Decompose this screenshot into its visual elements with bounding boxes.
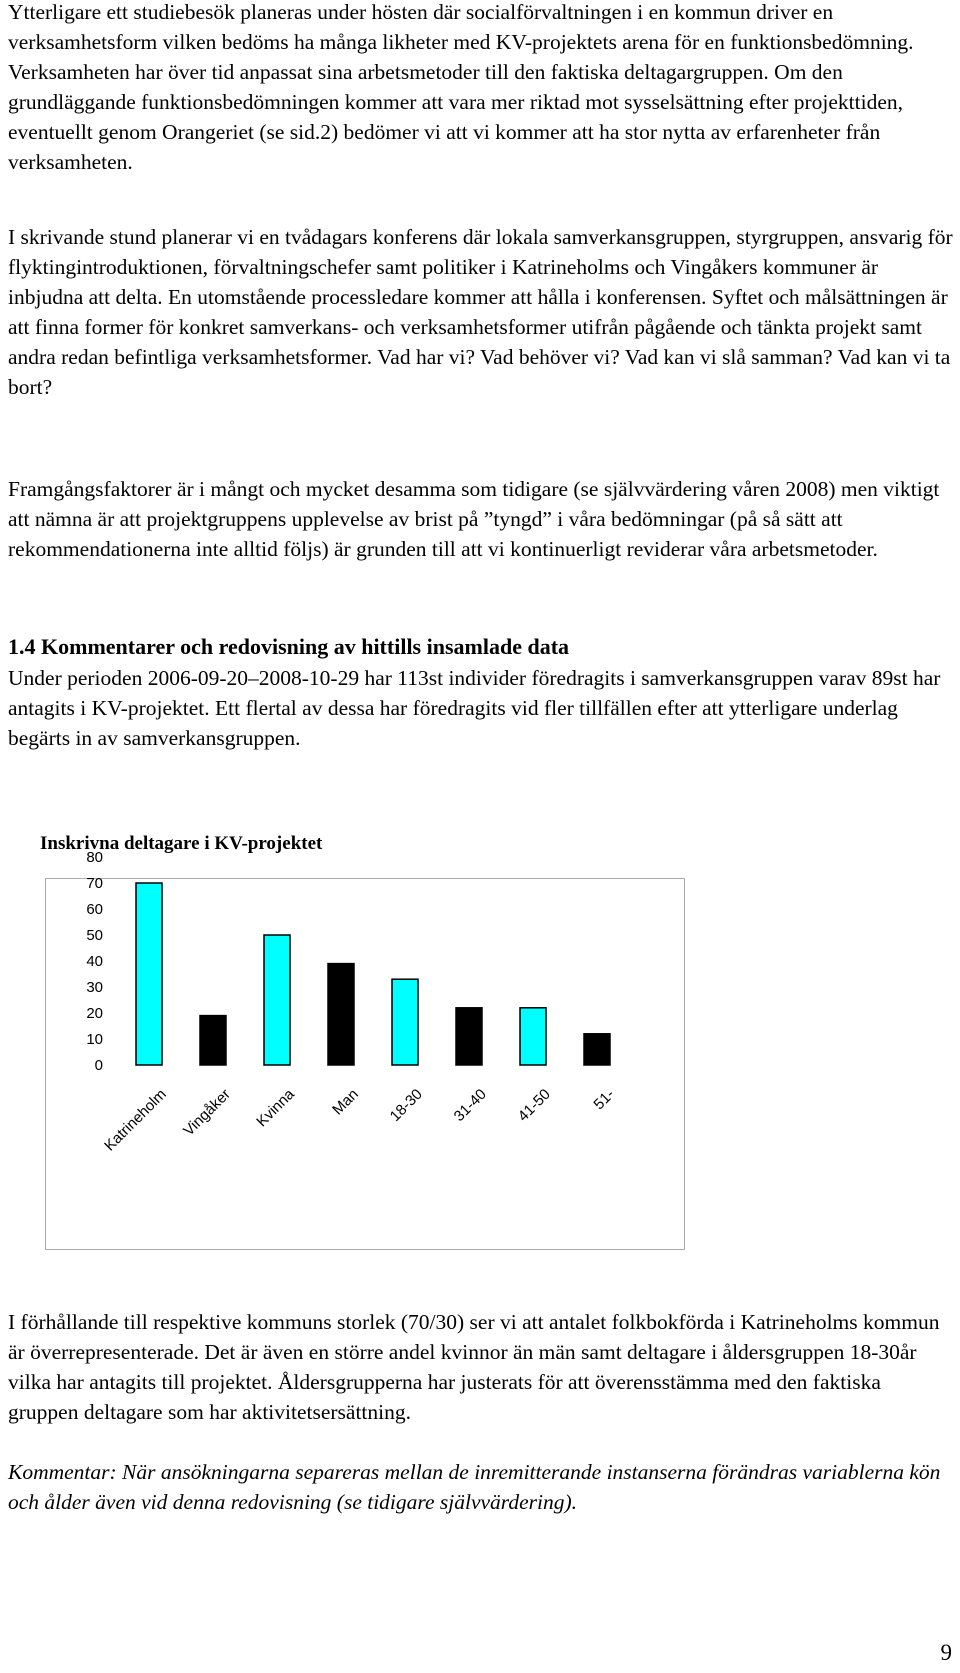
chart-title: Inskrivna deltagare i KV-projektet <box>40 833 323 854</box>
paragraph-period-summary: Under perioden 2006-09-20–2008-10-29 har 113st individer föredragits i samverkansgruppen varav 89st har antagits i KV-projektet. Ett flertal av dessa har föredragits vid fler tillfällen efter att ytterligare underlag begärts in av samverkansgruppen. <box>8 666 941 750</box>
bar-chart <box>45 849 685 1250</box>
page-number: 9 <box>940 1640 952 1665</box>
y-tick-label: 20 <box>86 1005 103 1022</box>
y-tick-label: 30 <box>86 979 103 996</box>
x-category-label: 18-30 <box>386 1085 426 1125</box>
paragraph-representation: I förhållande till respektive kommuns storlek (70/30) ser vi att antalet folkbokförda i Katrineholms kommun är överrepresenterade. Det är även en större andel kvinnor än män samt deltagare i åldersgruppen 18-30år vilka har antagits till projektet. Åldersgrupperna har justerats för att överensstämma med den faktiska gruppen deltagare som har aktivitetsersättning. <box>8 1310 940 1424</box>
x-category-label: Man <box>329 1085 362 1119</box>
y-tick-label: 70 <box>86 875 103 892</box>
y-tick-label: 40 <box>86 953 103 970</box>
paragraph-success-factors: Framgångsfaktorer är i mångt och mycket desamma som tidigare (se självvärdering våren 2008) men viktigt att nämna är att projektgruppens upplevelse av brist på ”tyngd” i våra bedömningar (på så sätt att rekommendationerna inte alltid följs) är grunden till att vi kontinuerligt reviderar våra arbetsmetoder. <box>8 477 940 561</box>
x-category-label: 31-40 <box>450 1085 490 1125</box>
bar-41-50 <box>520 1008 546 1065</box>
y-tick-label: 60 <box>86 901 103 918</box>
x-category-label: Katrineholm <box>101 1085 170 1155</box>
y-tick-label: 0 <box>94 1057 103 1074</box>
bar-ving-ker <box>200 1016 226 1065</box>
paragraph-conference: I skrivande stund planerar vi en tvådagars konferens där lokala samverkansgruppen, styrgruppen, ansvarig för flyktingintroduktionen, förvaltningschefer samt politiker i Katrineholms och Vingåkers kommuner är inbjudna att delta. En utomstående processledare kommer att hålla i konferensen. Syftet och målsättningen är att finna former för konkret samverkans- och verksamhetsformer utifrån pågående och tänkta projekt samt andra redan befintliga verksamhetsformer. Vad har vi? Vad behöver vi? Vad kan vi slå samman? Vad kan vi ta bort? <box>8 225 953 399</box>
x-category-label: 51- <box>590 1085 618 1114</box>
y-tick-label: 10 <box>86 1031 103 1048</box>
section-heading: 1.4 Kommentarer och redovisning av hittills insamlade data <box>8 634 570 659</box>
bar-18-30 <box>392 979 418 1065</box>
bar-51- <box>584 1034 610 1065</box>
bar-chart-svg <box>46 849 684 1249</box>
y-tick-label: 50 <box>86 927 103 944</box>
bar-kvinna <box>264 935 290 1065</box>
bar-31-40 <box>456 1008 482 1065</box>
y-tick-label: 80 <box>86 849 103 866</box>
x-category-label: 41-50 <box>514 1085 554 1125</box>
bar-katrineholm <box>136 883 162 1065</box>
x-category-label: Vingåker <box>180 1085 234 1140</box>
x-category-label: Kvinna <box>253 1085 298 1131</box>
paragraph-study-visit: Ytterligare ett studiebesök planeras under hösten där socialförvaltningen i en kommun driver en verksamhetsform vilken bedöms ha många likheter med KV-projektets arena för en funktionsbedömning. Verksamheten har över tid anpassat sina arbetsmetoder till den faktiska deltagargruppen. Om den grundläggande funktionsbedömningen kommer att vara mer riktad mot sysselsättning efter projekttiden, eventuellt genom Orangeriet (se sid.2) bedömer vi att vi kommer att ha stor nytta av erfarenheter från verksamheten. <box>8 0 914 174</box>
paragraph-comment: Kommentar: När ansökningarna separeras mellan de inremitterande instanserna förändras variablerna kön och ålder även vid denna redovisning (se tidigare självvärdering). <box>8 1460 941 1514</box>
bar-man <box>328 964 354 1065</box>
